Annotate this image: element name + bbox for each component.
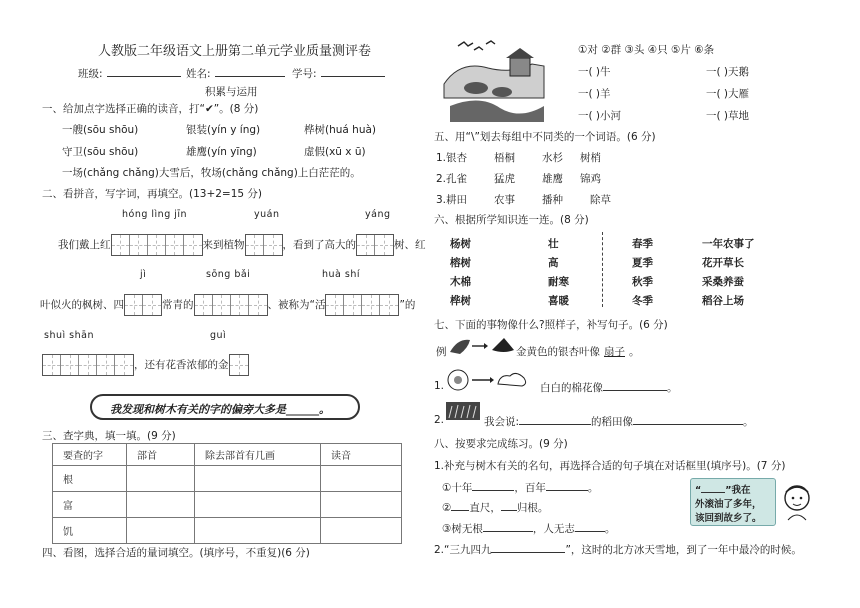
q5-word[interactable]: 雄鹰: [542, 173, 563, 185]
table-cell[interactable]: [321, 466, 402, 492]
q2-line2: 叶似火的枫树、四 常青的 、被称为“活 ”的: [40, 294, 415, 316]
table-header: 部首: [127, 444, 195, 466]
q6-item[interactable]: 花开草长: [702, 257, 744, 269]
table-cell: 饥: [53, 518, 127, 544]
q5-word[interactable]: 农事: [494, 194, 515, 206]
table-cell[interactable]: [195, 492, 321, 518]
example-label: 例: [436, 346, 447, 358]
q5-word: 3.耕田: [436, 194, 468, 206]
table-cell[interactable]: [321, 518, 402, 544]
q4-item[interactable]: 一( )天鹅: [706, 66, 750, 78]
q7-num: 2.: [434, 414, 445, 426]
pinyin: shuì shān: [44, 330, 94, 341]
q7-num: 1.: [434, 380, 445, 392]
tianzige-box[interactable]: [42, 354, 134, 376]
answer-blank[interactable]: [519, 414, 591, 425]
table-cell[interactable]: [321, 492, 402, 518]
q4-item[interactable]: 一( )草地: [706, 110, 750, 122]
q4-item[interactable]: 一( )牛: [578, 66, 611, 78]
q4-title: 四、看图，选择合适的量词填空。(填序号，不重复)(6 分): [42, 547, 310, 559]
table-row: [53, 466, 402, 492]
table-cell[interactable]: [195, 466, 321, 492]
q6-item[interactable]: 喜暖: [548, 295, 569, 307]
q1-item: 桦树(huá huà): [304, 124, 377, 136]
hint-banner: 我发现和树木有关的字的偏旁大多是______。: [90, 394, 360, 420]
divider: [602, 232, 603, 307]
q2-line3: ，还有花香浓郁的金: [42, 354, 249, 376]
q6-item[interactable]: 耐寒: [548, 276, 569, 288]
q6-item[interactable]: 秋季: [632, 276, 653, 288]
q4-item[interactable]: 一( )羊: [578, 88, 611, 100]
q6-item[interactable]: 春季: [632, 238, 653, 250]
answer-blank[interactable]: [472, 480, 514, 491]
q5-word[interactable]: 水杉: [542, 152, 563, 164]
answer-blank[interactable]: [483, 521, 533, 532]
speech-bubble[interactable]: “ ”我在 外滚油了多年， 该回到故乡了。: [690, 478, 776, 526]
table-row: [53, 492, 402, 518]
pinyin: huà shí: [322, 269, 360, 280]
page-title: 人教版二年级语文上册第二单元学业质量测评卷: [98, 44, 372, 59]
table-cell: 根: [53, 466, 127, 492]
q2-line1: 我们戴上红 来到植物 ，看到了高大的 树、红: [58, 234, 426, 256]
answer-blank[interactable]: [603, 380, 667, 391]
table-cell: 富: [53, 492, 127, 518]
q8-line: ①十年 ，百年 。: [442, 482, 599, 494]
table-header: 读音: [321, 444, 402, 466]
q4-item[interactable]: 一( )大雁: [706, 88, 750, 100]
q8-instruction: 1.补充与树木有关的名句，再选择合适的句子填在对话框里(填序号)。(7 分): [434, 460, 786, 472]
table-cell[interactable]: [195, 518, 321, 544]
q7-example: 金黄色的银杏叶像 扇子 。: [516, 346, 640, 358]
tianzige-box[interactable]: [194, 294, 268, 316]
name-blank[interactable]: [215, 66, 285, 77]
landscape-picture: [440, 36, 548, 122]
q6-item[interactable]: 桦树: [450, 295, 471, 307]
q7-title: 七、下面的事物像什么?照样子，补写句子。(6 分): [434, 319, 668, 331]
q6-item[interactable]: 一年农事了: [702, 238, 755, 250]
q5-word[interactable]: 除草: [590, 194, 611, 206]
pinyin: guì: [210, 330, 227, 341]
pinyin: hóng lìng jīn: [122, 209, 188, 220]
q7-sentence: 我会说: 的稻田像 。: [484, 416, 754, 428]
tianzige-box[interactable]: [111, 234, 203, 256]
q8-title: 八、按要求完成练习。(9 分): [434, 438, 568, 450]
tianzige-box[interactable]: [325, 294, 399, 316]
example-answer: 扇子: [604, 346, 625, 358]
q5-word[interactable]: 播种: [542, 194, 563, 206]
q5-word[interactable]: 梧桐: [494, 152, 515, 164]
pinyin: yuán: [254, 209, 280, 220]
table-cell[interactable]: [127, 492, 195, 518]
q4-options: ①对 ②群 ③头 ④只 ⑤片 ⑥条: [578, 44, 715, 56]
q6-item[interactable]: 稻谷上场: [702, 295, 744, 307]
answer-blank[interactable]: [451, 500, 469, 511]
answer-blank[interactable]: [575, 521, 605, 532]
q6-item[interactable]: 壮: [548, 238, 559, 250]
class-label: 班级:: [78, 66, 181, 81]
q7-sentence: 白白的棉花像 。: [540, 382, 678, 394]
tianzige-box[interactable]: [356, 234, 394, 256]
rice-field-icon: [446, 402, 480, 420]
id-blank[interactable]: [321, 66, 385, 77]
q5-word: 1.银杏: [436, 152, 468, 164]
q5-word: 2.孔雀: [436, 173, 468, 185]
answer-blank[interactable]: [501, 500, 517, 511]
id-label: 学号:: [292, 66, 385, 81]
q8-line: ③树无根 ，人无志 。: [442, 523, 616, 535]
answer-blank[interactable]: [491, 542, 565, 553]
q1-sentence: 一场(chǎng chǎng)大雪后，牧场(chǎng chǎng)上白茫茫的。: [62, 167, 361, 179]
q5-word[interactable]: 锦鸡: [580, 173, 601, 185]
table-cell[interactable]: [127, 466, 195, 492]
q6-item[interactable]: 榕树: [450, 257, 471, 269]
q1-item: 雄鹰(yín yīng): [186, 146, 257, 158]
q5-title: 五、用“\”划去每组中不同类的一个词语。(6 分): [434, 131, 656, 143]
q6-item[interactable]: 冬季: [632, 295, 653, 307]
q6-item[interactable]: 木棉: [450, 276, 471, 288]
tianzige-box[interactable]: [229, 354, 249, 376]
table-cell[interactable]: [127, 518, 195, 544]
q3-title: 三、查字典，填一填。(9 分): [42, 430, 176, 442]
table-header: 除去部首有几画: [195, 444, 321, 466]
answer-blank[interactable]: [546, 480, 588, 491]
pinyin: sōng bǎi: [206, 269, 251, 280]
q5-word[interactable]: 树梢: [580, 152, 601, 164]
q1-item: 银装(yín y íng): [186, 124, 261, 136]
section-heading: 积累与运用: [205, 86, 258, 98]
q6-item[interactable]: 采桑养蚕: [702, 276, 744, 288]
dictionary-table: [52, 443, 402, 544]
child-avatar-icon: [780, 482, 814, 522]
class-blank[interactable]: [107, 66, 181, 77]
q1-item: 虚假(xū x ū): [304, 146, 366, 158]
tianzige-box[interactable]: [245, 234, 283, 256]
ginkgo-fan-icon: [448, 336, 516, 356]
q1-item: 一艘(sōu shōu): [62, 124, 139, 136]
name-label: 姓名:: [186, 66, 285, 81]
cotton-cloud-icon: [446, 368, 528, 392]
q8-line: ② 直尺， 归根。: [442, 502, 549, 514]
q6-item[interactable]: 杨树: [450, 238, 471, 250]
q1-title: 一、给加点字选择正确的读音，打“✔”。(8 分): [42, 103, 259, 115]
q6-item[interactable]: 夏季: [632, 257, 653, 269]
q4-item[interactable]: 一( )小河: [578, 110, 622, 122]
answer-blank[interactable]: [633, 414, 743, 425]
q1-item: 守卫(sōu shōu): [62, 146, 139, 158]
q6-title: 六、根据所学知识连一连。(8 分): [434, 214, 589, 226]
pinyin: yáng: [365, 209, 391, 220]
table-row: [53, 518, 402, 544]
q8-line2: 2.“三九四九 ”，这时的北方冰天雪地，到了一年中最冷的时候。: [434, 544, 802, 556]
tianzige-box[interactable]: [124, 294, 162, 316]
q2-title: 二、看拼音，写字词，再填空。(13+2=15 分): [42, 188, 263, 200]
q5-word[interactable]: 猛虎: [494, 173, 515, 185]
table-header: 要查的字: [53, 444, 127, 466]
pinyin: jì: [140, 269, 147, 280]
q6-item[interactable]: 高: [548, 257, 559, 269]
